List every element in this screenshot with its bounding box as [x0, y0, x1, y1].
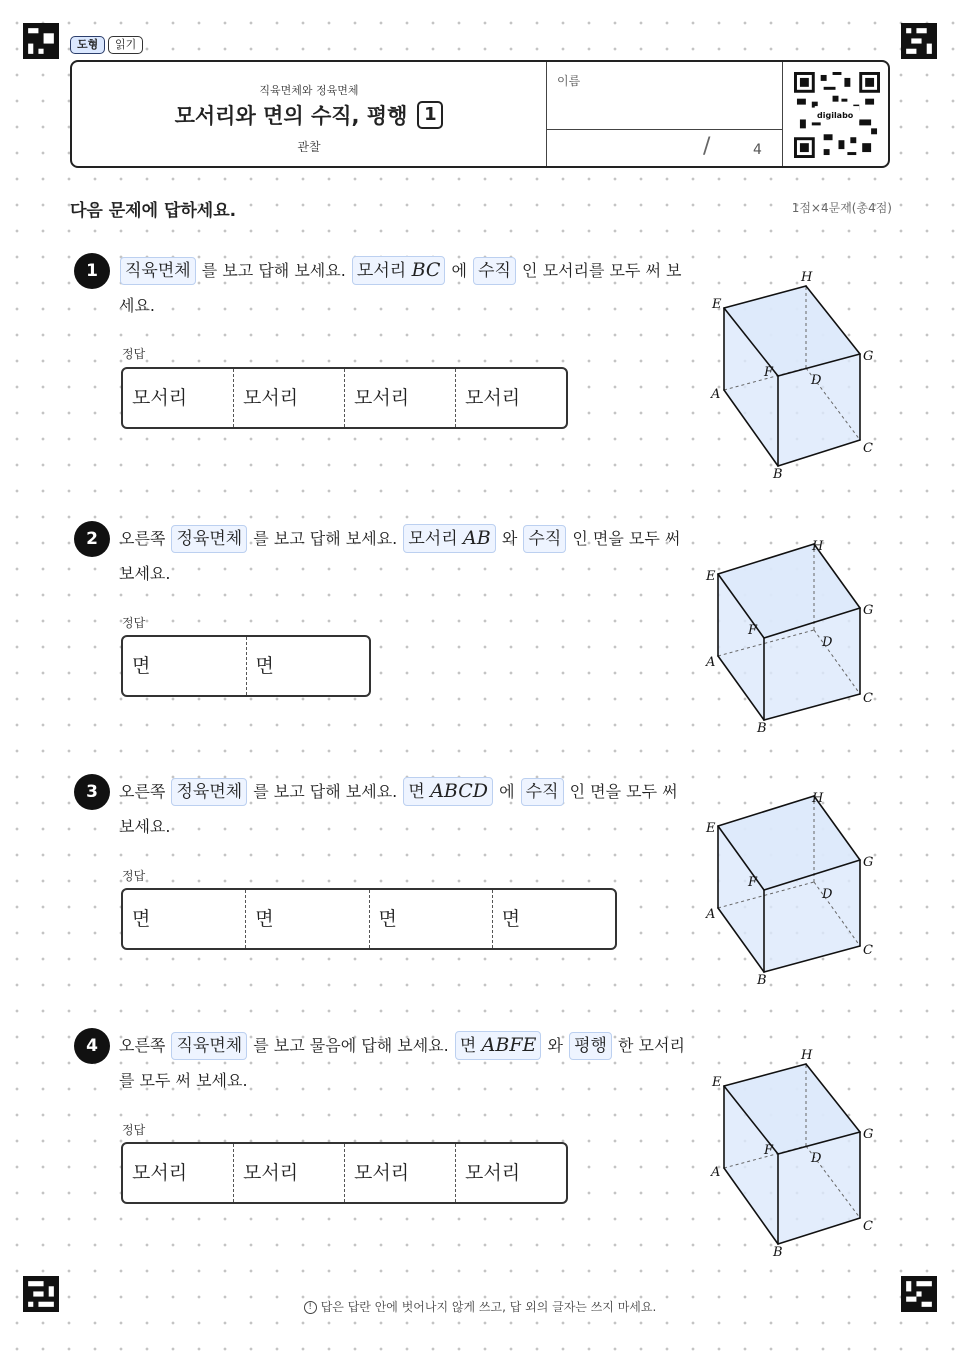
object-highlight: 면 ABCD — [403, 777, 493, 806]
question-number: 4 — [74, 1028, 110, 1064]
relation-highlight: 수직 — [473, 257, 516, 285]
answer-cell[interactable]: 면 — [132, 908, 151, 930]
worksheet-header — [70, 60, 890, 168]
vertex-label: F — [764, 365, 774, 380]
vertex-label: C — [863, 1219, 873, 1234]
footer-text: 답은 답란 안에 벗어나지 않게 쓰고, 답 외의 글자는 쓰지 마세요. — [320, 1300, 657, 1314]
vertex-label: C — [863, 691, 873, 706]
answer-cell[interactable]: 모서리 — [233, 1144, 344, 1202]
vertex-label: H — [812, 791, 824, 806]
answer-cell[interactable]: 면 — [369, 890, 492, 948]
vertex-label: H — [812, 539, 824, 554]
corner-marker-top-left — [23, 23, 59, 59]
cube-figure — [700, 786, 890, 986]
question-number: 2 — [74, 521, 110, 557]
score-total: 4 — [753, 142, 762, 158]
vertex-label: E — [712, 1075, 722, 1090]
cuboid-figure — [700, 1040, 890, 1260]
answer-box[interactable] — [121, 635, 371, 697]
answer-box[interactable] — [121, 888, 617, 950]
vertex-label: G — [863, 1127, 874, 1142]
vertex-label: E — [706, 821, 716, 836]
question-text: 오른쪽 직육면체 를 보고 물음에 답해 보세요. 면 ABFE 와 평행 한 모서리를 모두 써 보세요. — [119, 1028, 689, 1098]
unit-subtitle: 직육면체와 정육면체 — [259, 84, 359, 97]
answer-label: 정답 — [122, 1123, 146, 1137]
name-score-area — [546, 62, 782, 166]
answer-label: 정답 — [122, 869, 146, 883]
category-label: 관찰 — [297, 140, 321, 154]
cube-figure — [700, 534, 890, 734]
vertex-label: G — [863, 603, 874, 618]
tag-reading: 읽기 — [108, 36, 143, 54]
shape-highlight: 직육면체 — [120, 257, 196, 285]
answer-box[interactable] — [121, 1142, 568, 1204]
tag-shape: 도형 — [70, 36, 105, 54]
relation-highlight: 평행 — [569, 1032, 612, 1060]
answer-cell[interactable]: 모서리 — [344, 369, 455, 427]
object-highlight: 모서리 AB — [403, 524, 495, 553]
question-number: 1 — [74, 253, 110, 289]
answer-cell[interactable]: 모서리 — [455, 369, 566, 427]
vertex-label: C — [863, 943, 873, 958]
vertex-label: B — [757, 721, 767, 734]
answer-cell[interactable]: 모서리 — [132, 387, 188, 409]
vertex-label: A — [711, 1165, 721, 1180]
vertex-label: F — [764, 1143, 774, 1158]
vertex-label: C — [863, 441, 873, 456]
page-title: 모서리와 면의 수직, 평행 — [174, 104, 408, 128]
shape-highlight: 직육면체 — [171, 1032, 247, 1060]
instruction-heading: 다음 문제에 답하세요. — [70, 201, 237, 221]
vertex-label: D — [822, 635, 833, 650]
vertex-label: H — [801, 1048, 813, 1063]
footer-note — [0, 1298, 960, 1315]
warning-icon: ! — [304, 1301, 317, 1314]
title-area — [72, 62, 546, 166]
qr-area — [782, 62, 888, 166]
answer-cell[interactable]: 면 — [246, 637, 370, 695]
vertex-label: F — [748, 875, 758, 890]
vertex-label: D — [811, 373, 822, 388]
points-note: 1점×4문제(총4점) — [791, 201, 892, 215]
relation-highlight: 수직 — [521, 778, 564, 806]
answer-cell[interactable]: 면 — [245, 890, 368, 948]
name-label: 이름 — [557, 74, 581, 88]
answer-cell[interactable]: 모서리 — [132, 1162, 188, 1184]
vertex-label: B — [773, 467, 783, 482]
qr-caption: digilabo — [817, 111, 854, 120]
vertex-label: A — [711, 387, 721, 402]
answer-label: 정답 — [122, 347, 146, 361]
cuboid-figure — [700, 262, 890, 482]
lesson-number-badge: 1 — [417, 101, 443, 129]
question-text: 오른쪽 정육면체 를 보고 답해 보세요. 면 ABCD 에 수직 인 면을 모두 써 보세요. — [119, 774, 689, 844]
name-divider — [547, 129, 782, 130]
answer-box[interactable] — [121, 367, 568, 429]
score-slash: / — [703, 134, 711, 159]
answer-label: 정답 — [122, 616, 146, 630]
object-highlight: 모서리 BC — [352, 256, 446, 285]
vertex-label: G — [863, 855, 874, 870]
relation-highlight: 수직 — [523, 525, 566, 553]
question-text: 직육면체 를 보고 답해 보세요. 모서리 BC 에 수직 인 모서리를 모두 써 보세요. — [119, 253, 689, 323]
vertex-label: B — [757, 973, 767, 986]
answer-cell[interactable]: 면 — [132, 655, 151, 677]
question-text: 오른쪽 정육면체 를 보고 답해 보세요. 모서리 AB 와 수직 인 면을 모두 써 보세요. — [119, 521, 689, 591]
vertex-label: F — [748, 623, 758, 638]
vertex-label: A — [706, 655, 716, 670]
shape-highlight: 정육면체 — [171, 525, 247, 553]
vertex-label: H — [801, 270, 813, 285]
vertex-label: A — [706, 907, 716, 922]
answer-cell[interactable]: 모서리 — [233, 369, 344, 427]
object-highlight: 면 ABFE — [455, 1031, 542, 1060]
vertex-label: G — [863, 349, 874, 364]
vertex-label: B — [773, 1245, 783, 1260]
vertex-label: D — [822, 887, 833, 902]
answer-cell[interactable]: 모서리 — [455, 1144, 566, 1202]
question-number: 3 — [74, 774, 110, 810]
corner-marker-top-right — [901, 23, 937, 59]
vertex-label: D — [811, 1151, 822, 1166]
vertex-label: E — [706, 569, 716, 584]
answer-cell[interactable]: 모서리 — [344, 1144, 455, 1202]
shape-highlight: 정육면체 — [171, 778, 247, 806]
vertex-label: E — [712, 297, 722, 312]
answer-cell[interactable]: 면 — [492, 890, 615, 948]
